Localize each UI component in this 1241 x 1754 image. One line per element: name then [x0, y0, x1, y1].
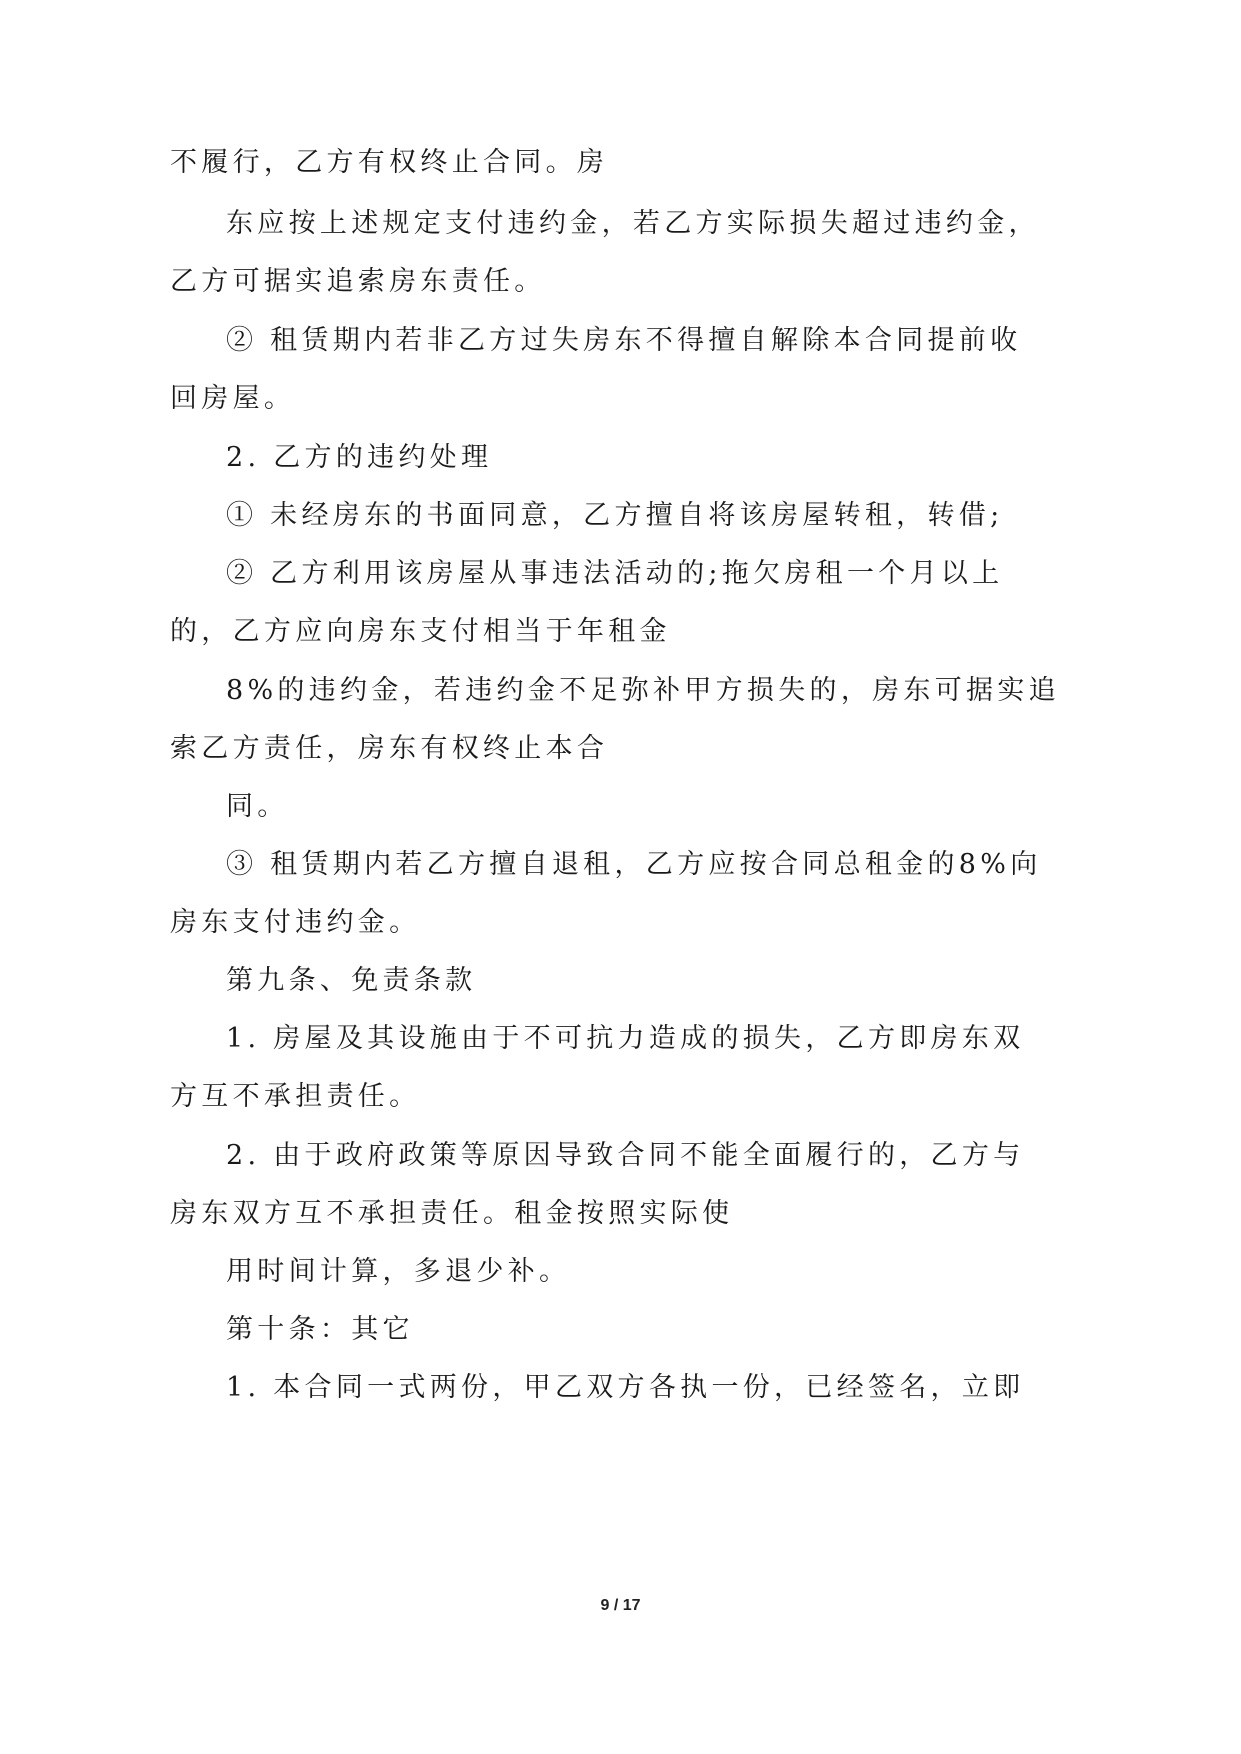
text-line-11: 索乙方责任，房东有权终止本合 [170, 733, 609, 764]
text-line-20: 用时间计算，多退少补。 [226, 1256, 571, 1287]
text-line-13: ③ 租赁期内若乙方擅自退租，乙方应按合同总租金的8%向 [226, 849, 1042, 880]
text-line-17: 方互不承担责任。 [170, 1081, 421, 1112]
text-line-22: 1. 本合同一式两份，甲乙双方各执一份，已经签名，立即 [226, 1372, 1025, 1403]
text-line-16: 1. 房屋及其设施由于不可抗力造成的损失，乙方即房东双 [226, 1023, 1025, 1054]
page-number: 9 / 17 [600, 1597, 641, 1614]
text-line-6: 2. 乙方的违约处理 [226, 442, 493, 473]
text-line-3: 乙方可据实追索房东责任。 [170, 266, 546, 297]
text-line-2: 东应按上述规定支付违约金，若乙方实际损失超过违约金， [226, 208, 1040, 239]
text-line-9: 的，乙方应向房东支付相当于年租金 [170, 616, 671, 647]
text-line-21: 第十条：其它 [226, 1314, 414, 1345]
text-line-1: 不履行，乙方有权终止合同。房 [170, 147, 609, 178]
text-line-12: 同。 [226, 791, 289, 822]
text-line-18: 2. 由于政府政策等原因导致合同不能全面履行的，乙方与 [226, 1140, 1025, 1171]
text-line-5: 回房屋。 [170, 383, 296, 414]
text-line-4: ② 租赁期内若非乙方过失房东不得擅自解除本合同提前收 [226, 325, 1022, 356]
text-line-8: ② 乙方利用该房屋从事违法活动的;拖欠房租一个月以上 [226, 558, 1004, 589]
text-line-14: 房东支付违约金。 [170, 907, 421, 938]
text-line-7: ① 未经房东的书面同意，乙方擅自将该房屋转租，转借; [226, 500, 1004, 531]
text-line-15: 第九条、免责条款 [226, 965, 477, 996]
text-line-10: 8%的违约金，若违约金不足弥补甲方损失的，房东可据实追 [226, 675, 1060, 706]
text-line-19: 房东双方互不承担责任。租金按照实际使 [170, 1198, 734, 1229]
